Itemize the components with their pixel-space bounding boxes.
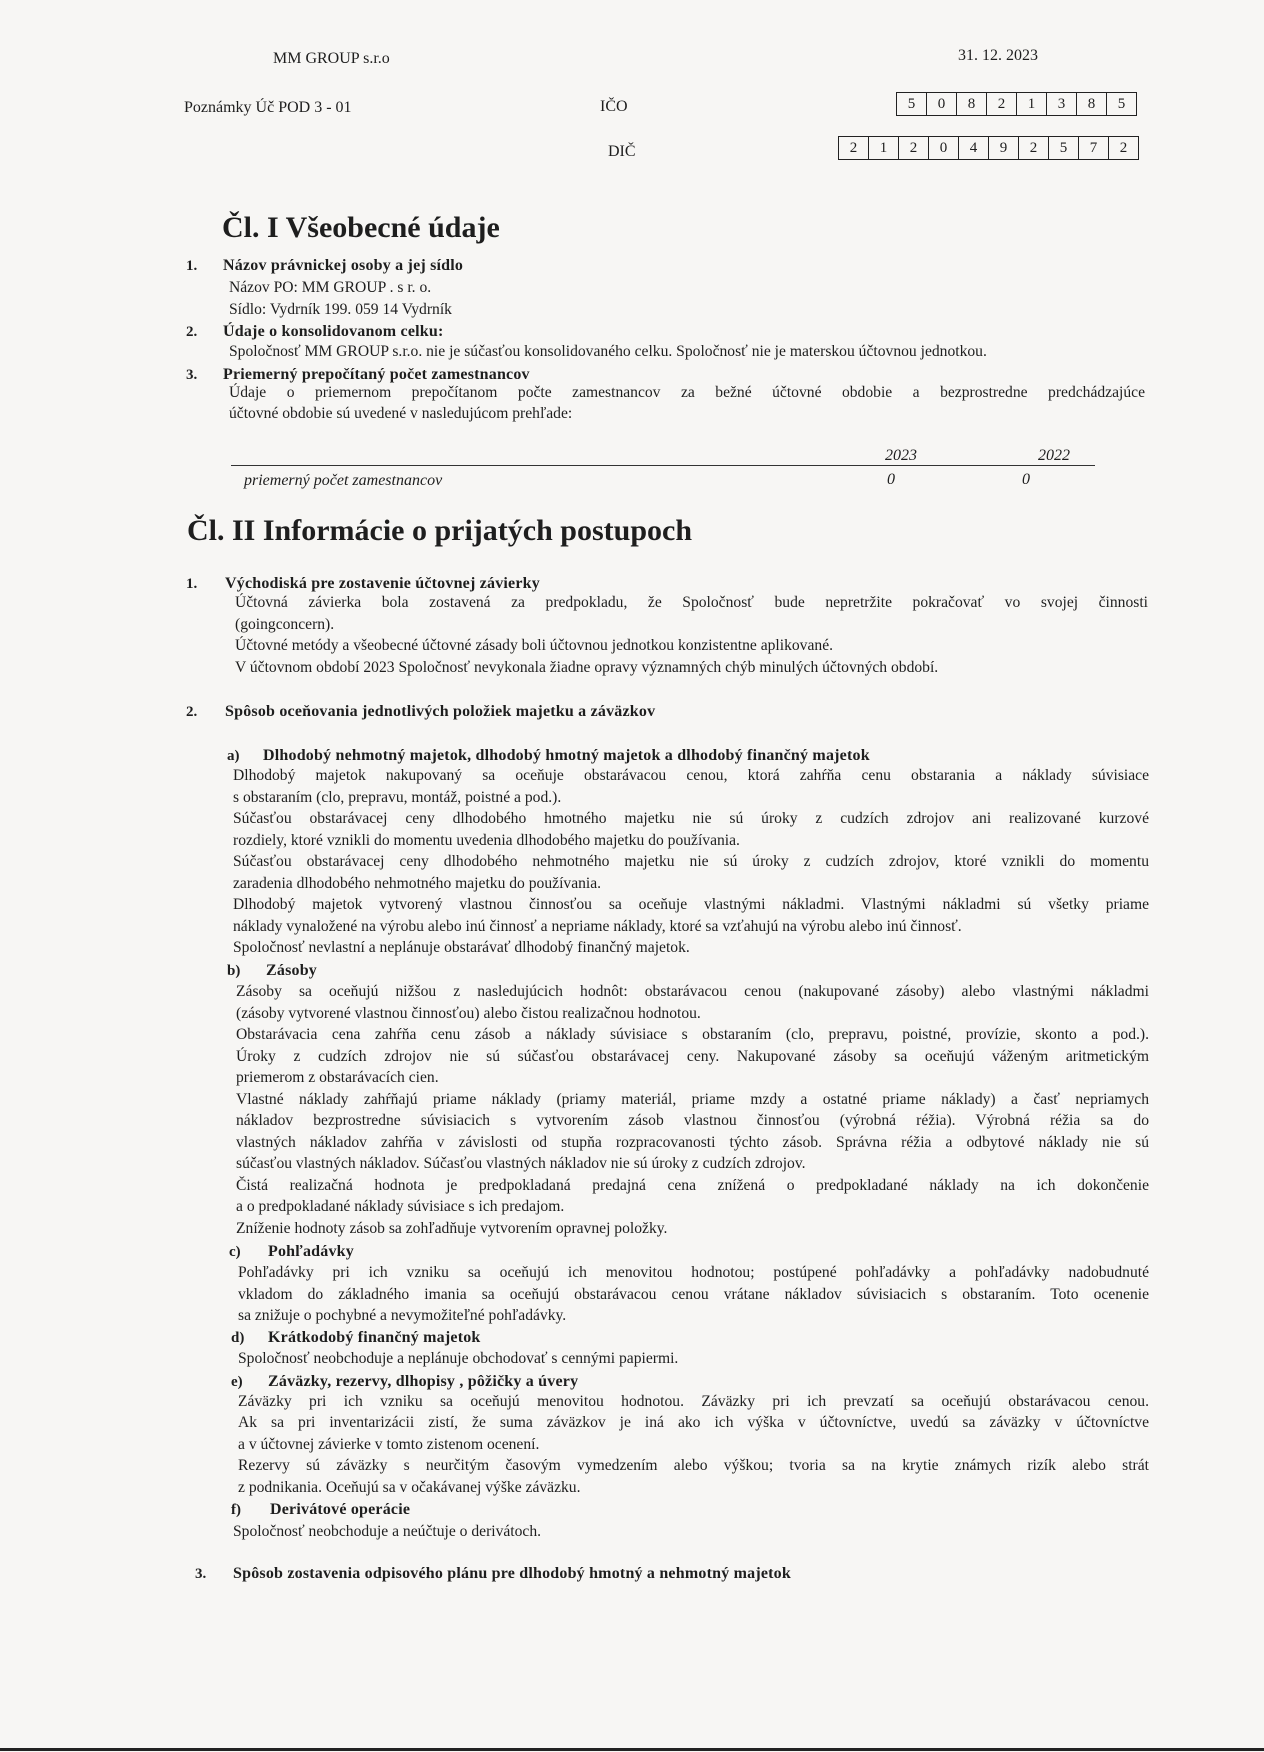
employees-text: účtovné obdobie sú uvedené v nasledujúcom prehľade: xyxy=(229,405,573,422)
year-previous-header: 2022 xyxy=(1038,447,1070,464)
item-number: 3. xyxy=(186,367,198,383)
ico-digit: 5 xyxy=(907,96,916,112)
item-heading: Priemerný prepočítaný počet zamestnancov xyxy=(223,366,530,383)
company-name: MM GROUP s.r.o xyxy=(273,50,390,67)
seat-line: Sídlo: Vydrník 199. 059 14 Vydrník xyxy=(229,301,452,318)
subitem-heading: Dlhodobý nehmotný majetok, dlhodobý hmotný majetok a dlhodobý finančný majetok xyxy=(263,747,870,764)
scan-bottom-edge xyxy=(0,1748,1264,1751)
table-row-label: priemerný počet zamestnancov xyxy=(244,472,443,489)
ico-digit: 8 xyxy=(1076,93,1106,115)
value-previous: 0 xyxy=(1022,471,1030,488)
paragraph-line: Čistá realizačná hodnota je predpokladaná predajná cena znížená o predpokladané náklady na ich dokončenie xyxy=(236,1177,1149,1194)
paragraph-line: Rezervy sú záväzky s neurčitým časovým vymedzením alebo výškou; tvoria sa na krytie známych rizík alebo strát xyxy=(238,1457,1149,1474)
ico-digit: 3 xyxy=(1046,93,1076,115)
subitem-heading: Krátkodobý finančný majetok xyxy=(268,1329,481,1346)
subitem-heading: Zásoby xyxy=(266,962,317,979)
paragraph-line: a o predpokladané náklady súvisiace s ich predajom. xyxy=(236,1198,565,1215)
subitem-letter: d) xyxy=(231,1330,245,1346)
paragraph-line: Obstarávacia cena zahŕňa cenu zásob a náklady súvisiace s obstaraním (clo, prepravu, poistné, provízie, skonto a pod.). xyxy=(236,1026,1149,1043)
paragraph-line: Úroky z cudzích zdrojov nie sú súčasťou obstarávacej ceny. Nakupované zásoby sa oceňujú váženým aritmetickým xyxy=(236,1048,1149,1065)
paragraph-line: súčasťou vlastných nákladov. Súčasťou vlastných nákladov nie sú úroky z cudzích zdrojov. xyxy=(236,1155,806,1172)
paragraph-line: s obstaraním (clo, prepravu, montáž, poistné a pod.). xyxy=(233,789,562,806)
dic-label: DIČ xyxy=(608,143,636,160)
employees-text: Údaje o priemernom prepočítanom počte zamestnancov za bežné účtovné obdobie a bezprostredne predchádzajúce xyxy=(229,384,1145,401)
company-name-line: Názov PO: MM GROUP . s r. o. xyxy=(229,279,432,296)
item-heading: Spôsob oceňovania jednotlivých položiek majetku a záväzkov xyxy=(225,703,656,720)
subitem-letter: e) xyxy=(231,1374,243,1390)
paragraph-line: z podnikania. Oceňujú sa v očakávanej výške záväzku. xyxy=(238,1479,581,1496)
section1-title: Čl. I Všeobecné údaje xyxy=(222,211,500,244)
dic-digit: 9 xyxy=(988,137,1018,159)
subitem-letter: f) xyxy=(231,1502,241,1518)
paragraph-line: zaradenia dlhodobého nehmotného majetku do používania. xyxy=(233,875,602,892)
year-current-header: 2023 xyxy=(885,447,917,464)
paragraph-line: Spoločnosť neobchoduje a neúčtuje o derivátoch. xyxy=(233,1523,542,1540)
paragraph-line: vlastných nákladov zahŕňa v závislosti od stupňa rozpracovanosti týchto zásob. Správna réžia a odbytové náklady nie sú xyxy=(236,1134,1149,1151)
item-number: 2. xyxy=(186,704,198,720)
ico-digit: 1 xyxy=(1016,93,1046,115)
dic-digit: 7 xyxy=(1078,137,1108,159)
item-heading: Východiská pre zostavenie účtovnej závierky xyxy=(225,575,540,592)
item-heading: Spôsob zostavenia odpisového plánu pre dlhodobý hmotný a nehmotný majetok xyxy=(233,1565,791,1582)
paragraph-line: Dlhodobý majetok vytvorený vlastnou činnosťou sa oceňuje vlastnými nákladmi. Vlastnými nákladmi sú všetky priame xyxy=(233,896,1149,913)
item-number: 1. xyxy=(186,576,198,592)
paragraph-line: (zásoby vytvorené vlastnou činnosťou) alebo čistou realizačnou hodnotou. xyxy=(236,1005,701,1022)
paragraph-line: Účtovná závierka bola zostavená za predpokladu, že Spoločnosť bude nepretržite pokračovať vo svojej činnosti xyxy=(235,594,1148,611)
subitem-heading: Pohľadávky xyxy=(268,1243,354,1260)
report-date: 31. 12. 2023 xyxy=(958,47,1038,64)
subitem-heading: Derivátové operácie xyxy=(270,1501,411,1518)
item-number: 3. xyxy=(195,1566,207,1582)
dic-digit: 0 xyxy=(928,137,958,159)
paragraph-line: nákladov bezprostredne súvisiacich s vytvorením zásob vlastnou činnosťou (výrobná réžia). Výrobná réžia sa do xyxy=(236,1112,1149,1129)
subitem-letter: c) xyxy=(229,1244,241,1260)
item-heading: Údaje o konsolidovanom celku: xyxy=(223,323,444,340)
subitem-heading: Záväzky, rezervy, dlhopisy , pôžičky a úvery xyxy=(268,1373,579,1390)
dic-digit: 2 xyxy=(849,140,858,156)
section2-title: Čl. II Informácie o prijatých postupoch xyxy=(187,514,693,547)
paragraph-line: (goingconcern). xyxy=(235,616,335,633)
paragraph-line: Súčasťou obstarávacej ceny dlhodobého nehmotného majetku nie sú úroky z cudzích zdrojov, ktoré vznikli do momentu xyxy=(233,853,1149,870)
paragraph-line: Pohľadávky pri ich vzniku sa oceňujú ich menovitou hodnotou; postúpené pohľadávky a pohľadávky nadobudnuté xyxy=(238,1264,1149,1281)
consolidation-text: Spoločnosť MM GROUP s.r.o. nie je súčasťou konsolidovaného celku. Spoločnosť nie je materskou účtovnou jednotkou. xyxy=(229,343,987,360)
ico-digit: 8 xyxy=(956,93,986,115)
item-number: 1. xyxy=(186,258,198,274)
dic-digit-boxes xyxy=(838,136,1139,160)
dic-digit: 2 xyxy=(898,137,928,159)
subitem-letter: b) xyxy=(227,963,241,979)
ico-digit: 0 xyxy=(926,93,956,115)
item-heading: Názov právnickej osoby a jej sídlo xyxy=(223,257,464,274)
subitem-letter: a) xyxy=(227,748,240,764)
paragraph-line: sa znižuje o pochybné a nevymožiteľné pohľadávky. xyxy=(238,1307,567,1324)
table-rule xyxy=(231,465,1095,466)
paragraph-line: Spoločnosť neobchoduje a neplánuje obchodovať s cennými papiermi. xyxy=(238,1350,679,1367)
ico-digit-boxes xyxy=(896,92,1137,116)
paragraph-line: Vlastné náklady zahŕňajú priame náklady (priamy materiál, priame mzdy a ostatné priame náklady) a časť nepriamych xyxy=(236,1091,1149,1108)
ico-label: IČO xyxy=(600,98,628,115)
dic-digit: 4 xyxy=(958,137,988,159)
dic-digit: 1 xyxy=(868,137,898,159)
paragraph-line: Zásoby sa oceňujú nižšou z nasledujúcich hodnôt: obstarávacou cenou (nakupované zásoby) alebo vlastnými nákladmi xyxy=(236,983,1149,1000)
note-reference: Poznámky Úč POD 3 - 01 xyxy=(184,99,352,116)
paragraph-line: Záväzky pri ich vzniku sa oceňujú menovitou hodnotou. Záväzky pri ich prevzatí sa oceňujú obstarávacou cenou. xyxy=(238,1393,1149,1410)
paragraph-line: náklady vynaložené na výrobu alebo inú činnosť a nepriame náklady, ktoré sa vzťahujú na výrobu alebo inú činnosť. xyxy=(233,918,962,935)
dic-digit: 2 xyxy=(1108,137,1138,159)
dic-digit: 2 xyxy=(1018,137,1048,159)
paragraph-line: a v účtovnej závierke v tomto zistenom ocenení. xyxy=(238,1436,540,1453)
dic-digit: 5 xyxy=(1048,137,1078,159)
value-current: 0 xyxy=(887,471,895,488)
ico-digit: 5 xyxy=(1106,93,1136,115)
paragraph-line: vkladom do základného imania sa oceňujú obstarávacou cenou vrátane nákladov súvisiacich s obstaraním. Toto ocenenie xyxy=(238,1286,1149,1303)
item-number: 2. xyxy=(186,324,198,340)
ico-digit: 2 xyxy=(986,93,1016,115)
paragraph-line: rozdiely, ktoré vznikli do momentu uvedenia dlhodobého majetku do používania. xyxy=(233,832,740,849)
paragraph-line: Zníženie hodnoty zásob sa zohľadňuje vytvorením opravnej položky. xyxy=(236,1220,668,1237)
paragraph-line: Účtovné metódy a všeobecné účtovné zásady boli účtovnou jednotkou konzistentne aplikované. xyxy=(235,637,834,654)
paragraph-line: V účtovnom období 2023 Spoločnosť nevykonala žiadne opravy významných chýb minulých účtovných období. xyxy=(235,659,939,676)
paragraph-line: Spoločnosť nevlastní a neplánuje obstarávať dlhodobý finančný majetok. xyxy=(233,939,690,956)
paragraph-line: Súčasťou obstarávacej ceny dlhodobého hmotného majetku nie sú úroky z cudzích zdrojov ani realizované kurzové xyxy=(233,810,1149,827)
paragraph-line: Ak sa pri inventarizácii zistí, že suma záväzkov je iná ako ich výška v účtovníctve, uvedú sa záväzky v účtovníctve xyxy=(238,1414,1149,1431)
paragraph-line: priemerom z obstarávacích cien. xyxy=(236,1069,439,1086)
paragraph-line: Dlhodobý majetok nakupovaný sa oceňuje obstarávacou cenou, ktorá zahŕňa cenu obstarania a náklady súvisiace xyxy=(233,767,1149,784)
